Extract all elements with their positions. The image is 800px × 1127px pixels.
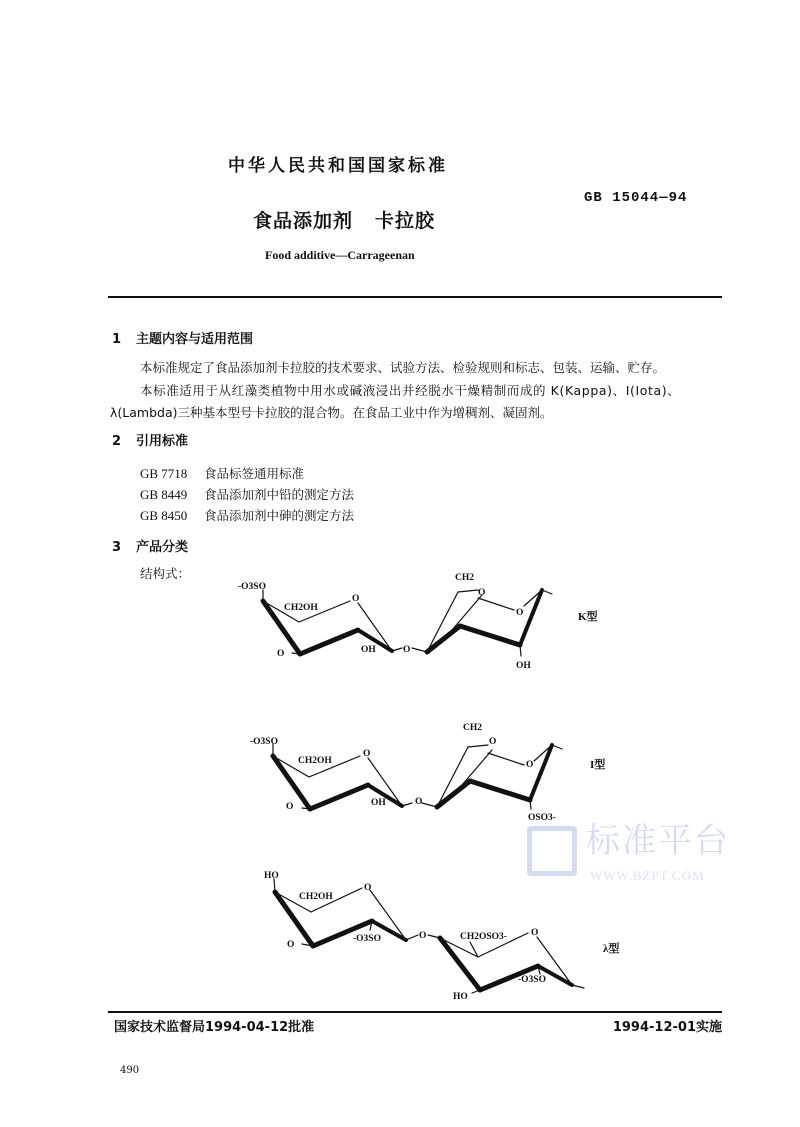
group-label: O: [516, 608, 524, 618]
iota-structure: [250, 723, 605, 823]
section-title: 引用标准: [136, 434, 189, 449]
group-label: O: [352, 594, 360, 604]
group-label: CH2OH: [284, 603, 318, 613]
group-label: O: [526, 760, 534, 770]
title-part1: 食品添加剂: [253, 210, 354, 232]
title-part2: 卡拉胶: [375, 210, 436, 232]
page-number: 490: [120, 1065, 140, 1076]
section-number: 1: [112, 332, 122, 347]
type-label: K型: [578, 611, 598, 623]
standard-number: GB 15044—94: [584, 190, 688, 206]
document-title-en: Food additive—Carrageenan: [265, 248, 415, 262]
reference-code: GB 8449: [140, 487, 188, 502]
group-label: OH: [371, 798, 386, 808]
group-label: O: [363, 749, 371, 759]
group-label: O: [287, 940, 295, 950]
group-label: O: [415, 797, 423, 807]
group-label: -O3SO: [353, 934, 381, 944]
group-label: CH2OSO3-: [460, 932, 507, 942]
group-label: OH: [516, 661, 531, 671]
group-label: -O3SO: [250, 737, 278, 747]
watermark-url: WWW.BZPT.COM: [590, 868, 705, 883]
kappa-structure: [238, 573, 598, 671]
structure-label: 结构式：: [140, 566, 191, 581]
approval-info: 国家技术监督局1994-04-12批准: [114, 1020, 315, 1035]
group-label: O: [364, 883, 372, 893]
type-label: I型: [590, 759, 606, 771]
group-label: CH2OH: [298, 756, 332, 766]
reference-code: GB 7718: [140, 466, 188, 481]
reference-code: GB 8450: [140, 508, 188, 523]
standard-category: 中华人民共和国国家标准: [228, 156, 448, 176]
paragraph: 本标准适用于从红藻类植物中用水或碱液浸出并经脱水干燥精制而成的 K(Kappa)、I(Iota)、: [140, 383, 681, 398]
group-label: HO: [453, 992, 468, 1002]
group-label: O: [478, 588, 486, 598]
section-number: 3: [112, 540, 122, 555]
group-label: -O3SO: [518, 975, 546, 985]
group-label: O: [286, 802, 294, 812]
group-label: OH: [361, 645, 376, 655]
group-label: HO: [264, 871, 279, 881]
group-label: O: [277, 649, 285, 659]
reference-title: 食品添加剂中砷的测定方法: [204, 508, 355, 523]
group-label: -O3SO: [238, 582, 266, 592]
group-label: O: [403, 645, 411, 655]
section-title: 主题内容与适用范围: [136, 332, 254, 347]
section-number: 2: [112, 434, 122, 449]
section-title: 产品分类: [136, 540, 189, 555]
lambda-structure: [264, 871, 619, 1002]
reference-title: 食品添加剂中铅的测定方法: [204, 487, 355, 502]
type-label: λ型: [603, 943, 620, 955]
paragraph: λ(Lambda)三种基本型号卡拉胶的混合物。在食品工业中作为增稠剂、凝固剂。: [110, 405, 553, 420]
group-label: O: [419, 931, 427, 941]
reference-title: 食品标签通用标准: [204, 466, 305, 481]
group-label: O: [531, 928, 539, 938]
group-label: CH2: [455, 573, 474, 583]
paragraph: 本标准规定了食品添加剂卡拉胶的技术要求、试验方法、检验规则和标志、包装、运输、贮存。: [140, 360, 666, 375]
group-label: CH2: [463, 723, 482, 733]
effective-date: 1994-12-01实施: [612, 1020, 722, 1035]
group-label: CH2OH: [299, 892, 333, 902]
group-label: O: [489, 737, 497, 747]
group-label: OSO3-: [528, 813, 556, 823]
watermark-brand: 标准平台: [586, 821, 730, 861]
footer-divider: [108, 1011, 722, 1013]
